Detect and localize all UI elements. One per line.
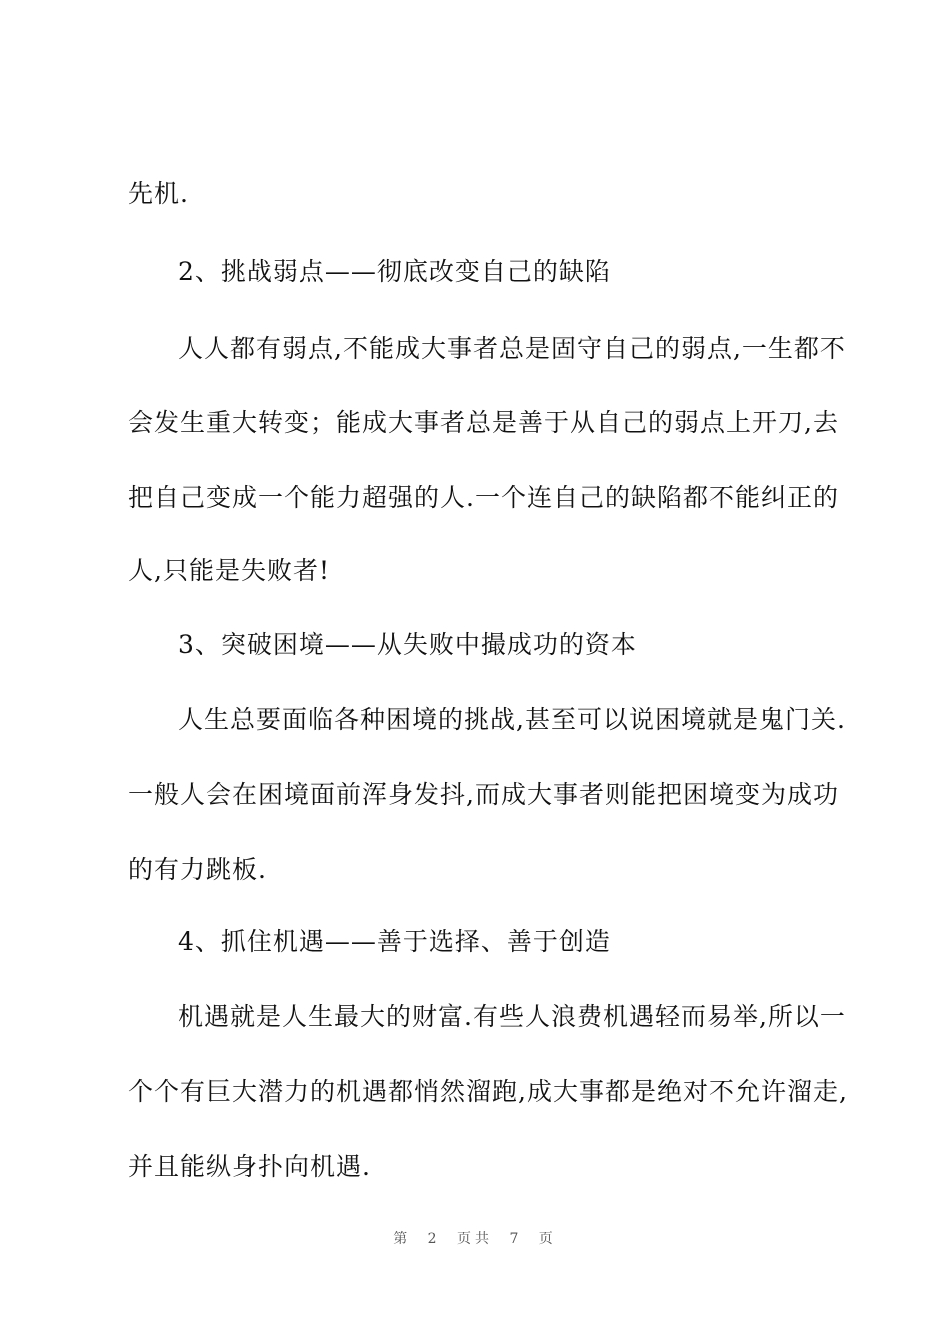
paragraph-line: 把自己变成一个能力超强的人.一个连自己的缺陷都不能纠正的 [128,483,839,512]
paragraph-line: 机遇就是人生最大的财富.有些人浪费机遇轻而易举,所以一 [178,1002,846,1031]
paragraph-line: 会发生重大转变；能成大事者总是善于从自己的弱点上开刀,去 [128,408,839,437]
paragraph-line: 的有力跳板. [128,855,267,884]
section-heading-3: 3、突破困境——从失败中撮成功的资本 [178,630,637,659]
paragraph-line: 个个有巨大潜力的机遇都悄然溜跑,成大事都是绝对不允许溜走, [128,1077,848,1106]
section-heading-4: 4、抓住机遇——善于选择、善于创造 [178,927,611,956]
paragraph-line: 人,只能是失败者! [128,556,330,585]
section-heading-2: 2、挑战弱点——彻底改变自己的缺陷 [178,257,611,286]
paragraph-continuation-line: 先机. [128,179,189,208]
paragraph-line: 并且能纵身扑向机遇. [128,1152,371,1181]
page-number-footer: 第 2 页共 7 页 [393,1231,557,1247]
paragraph-line: 人人都有弱点,不能成大事者总是固守自己的弱点,一生都不 [178,334,846,363]
paragraph-line: 人生总要面临各种困境的挑战,甚至可以说困境就是鬼门关. [178,705,846,734]
paragraph-line: 一般人会在困境面前浑身发抖,而成大事者则能把困境变为成功 [128,780,839,809]
